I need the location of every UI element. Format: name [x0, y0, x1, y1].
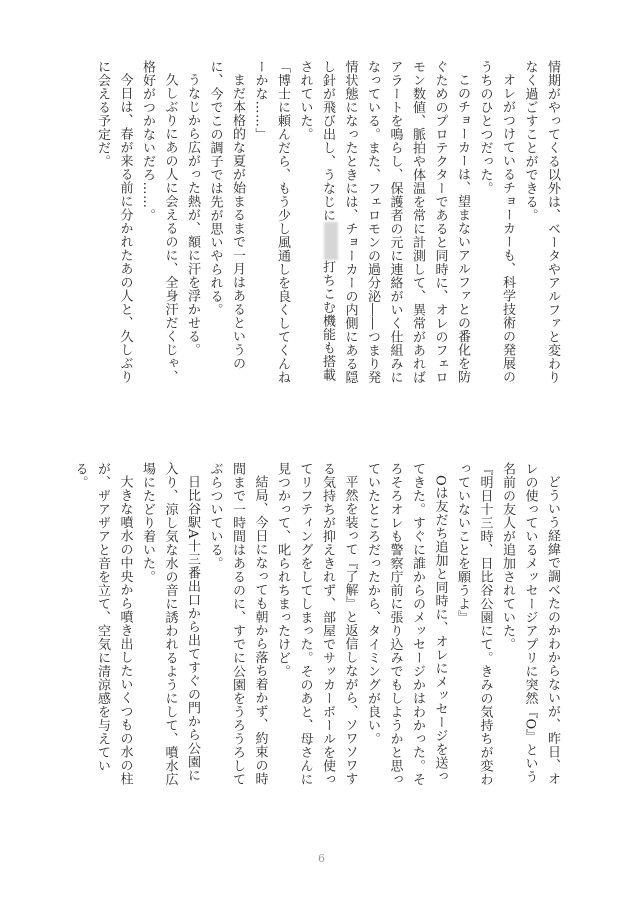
text-block-lower — [72, 462, 563, 792]
paragraph: 今日は、春が来る前に分かれたあの人と、久しぶりに会える予定だ。 — [95, 60, 133, 384]
paragraph: 大きな噴水の中央から噴き出したいくつもの水の柱が、ザアザアと音を立て、空気に清涼感を与えている。 — [72, 462, 133, 786]
paragraph: まだ本格的な夏が始まるまで一月はあるというのに、今でこの調子では先が思いやられる。 — [207, 60, 245, 370]
paragraph: 久しぶりにあの人に会えるのに、全身汗だくじゃ、格好がつかないだろ……。 — [140, 60, 178, 384]
paragraph: Oは友だち追加と同時に、オレにメッセージを送ってきた。すぐに誰からのメッセージかはわかった。そろそろオレも警察庁前に張り込みでもしようかと思っていたところだったから、タイミングが良い。 — [365, 462, 448, 786]
paragraph: うなじから広がった熱が、額に汗を浮かせる。 — [185, 73, 200, 357]
paragraph: 結局、今日になっても朝から落ち着かず、約束の時間まで一時間はあるのに、すでに公園をうろうろしてぶらついている。 — [207, 462, 268, 786]
paragraph: どういう経緯で調べたのかわからないが、昨日、オレの使っているメッセージアプリに突然『O』という名前の友人が追加されていた。 — [500, 462, 560, 786]
redacted-text — [324, 222, 338, 260]
paragraph: 平然を装って『了解』と返信しながら、ソワソワする気持ちが抑えきれず、部屋でサッカーボールを使ってリフティングをしてしまった。そのあと、母さんに見つかって、叱られちまったけど。 — [275, 462, 358, 786]
paragraph: 日比谷駅A十三番出口から出てすぐの門から公園に入り、涼し気な水の音に誘われるようにして、噴水広場にたどり着いた。 — [140, 462, 200, 786]
paragraph: オレがつけているチョーカーも、科学技術の発展のうちのひとつだった。 — [477, 60, 515, 384]
dialogue-line: 『明日十三時、日比谷公園にて。きみの気持ちが変わっていないことを願うよ』 — [455, 462, 493, 786]
page-number: 6 — [318, 852, 325, 865]
paragraph: 情期がやってくる以外は、ベータやアルファと変わりなく過ごすことができる。 — [522, 60, 560, 384]
paragraph-text-continued: 打ちこむ機能も搭載されていた。 — [297, 60, 335, 382]
paragraph-text: このチョーカーは、望まないアルファとの番化を防ぐためのプロテクターであると同時に、オレのフェロモン数値、脈拍や体温を常に計測して、異常があればアラートを鳴らし、保護者の元に連絡がいく仕組みになっている。また、フェロモンの過分泌――つまり発情状態になったときには、チョーカーの内側にある隠し針が飛び出し、うなじに — [320, 60, 470, 384]
dialogue-line: 「博士に頼んだら、もう少し風通しを良くしてくんねーかな……」 — [252, 60, 290, 384]
paragraph-with-redaction — [293, 60, 473, 390]
text-block-upper — [68, 60, 563, 390]
